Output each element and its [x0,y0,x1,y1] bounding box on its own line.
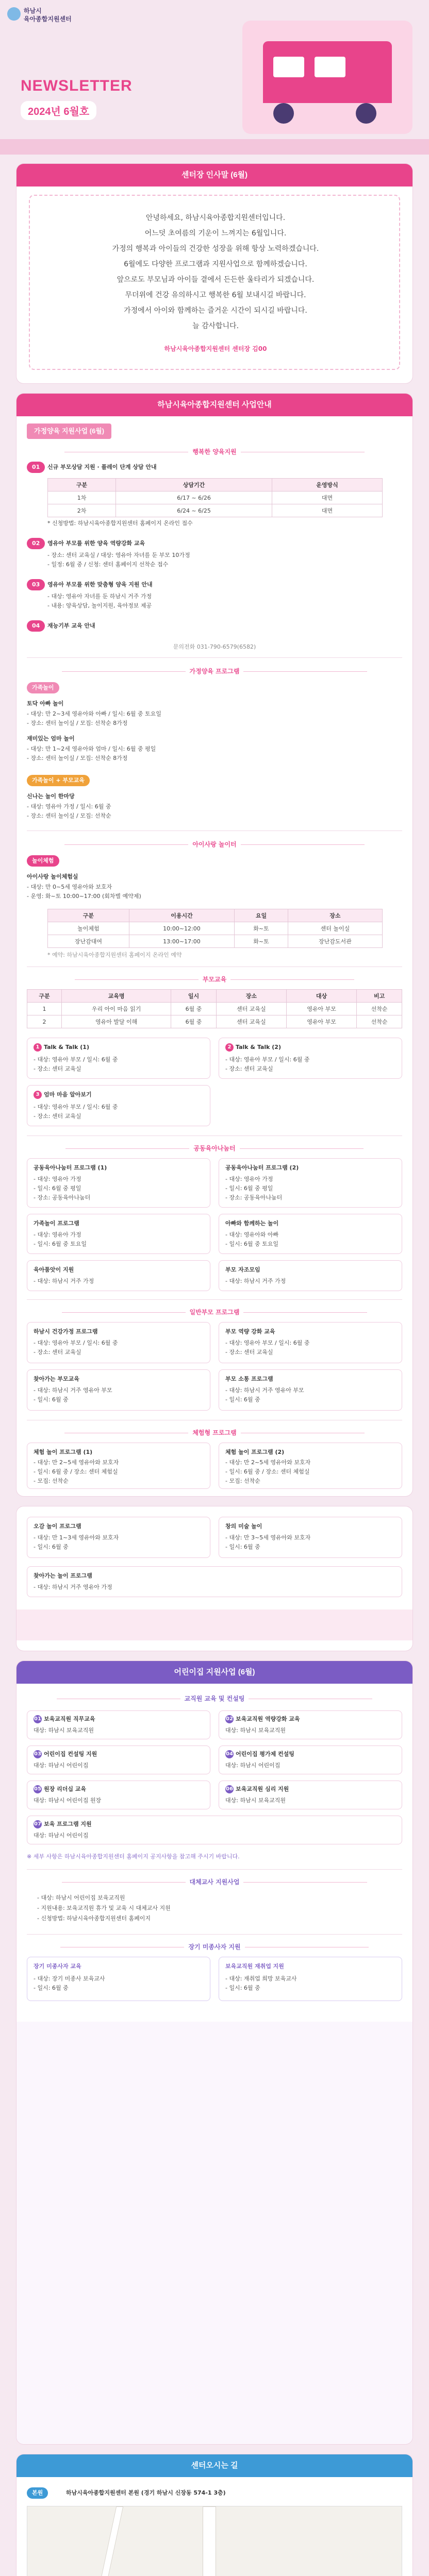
parent-left-box-2 [27,1085,210,1126]
class2-subhead: 체험형 프로그램 [16,1428,412,1437]
map-1[interactable] [27,2506,402,2576]
location-card [16,2454,412,2576]
parent-right-line-1b: - 장소: 센터 교육실 [225,1065,273,1072]
family-box-d: 부모 소통 프로그램 - 대상: 하남시 거주 영유아 부모 - 일시: 6월 중 [219,1369,402,1411]
progA-title: 토닥 아빠 놀이 [27,700,64,707]
daycare-item-1: 01 보육교직원 직무교육 대상: 하남시 보육교직원 [27,1710,210,1739]
progA-line-2: - 장소: 센터 놀이실 / 모집: 선착순 8가정 [27,720,128,726]
progB-line-1: - 대상: 만 1~2세 영유아와 엄마 / 일시: 6월 중 평일 [27,745,156,752]
parent-left-title-1: Talk & Talk (1) [44,1044,89,1050]
daycare-item-3: 03 어린이집 컨설팅 지원 대상: 하남시 어린이집 [27,1745,210,1774]
daycare-subhead: 교직원 교육 및 컨설팅 [16,1694,412,1703]
home-tab: 가정양육 지원사업 (6월) [27,423,111,439]
playroom-table: 구분 이용시간 요일 장소 놀이체험 10:00~12:00 화~토 센터 놀이실 장난감대여 13:00~17:00 화~토 장난감도서관 [47,909,383,948]
class2-box-c: 오감 놀이 프로그램 - 대상: 만 1~3세 영유아와 보호자 - 일시: 6월 중 [27,1517,210,1558]
location-band: 센터오시는 길 [16,2454,412,2477]
care-box-f: 부모 자조모임 - 대상: 하남시 거주 가정 [219,1260,402,1291]
care-d-title: 아빠와 함께하는 놀이 [225,1220,279,1227]
home-subhead-3: 아이사랑 놀이터 [16,840,412,849]
number-icon: 1 [34,1043,42,1052]
substitute-line-2: - 지원내용: 보육교직원 휴가 및 교육 시 대체교사 지원 [37,1905,171,1911]
intro-signature: 하남시육아종합지원센터 센터장 김00 [164,345,267,352]
daycare-item-4: 04 어린이집 평가제 컨설팅 대상: 하남시 어린이집 [219,1745,402,1774]
class2-box-b: 체험 놀이 프로그램 (2) - 대상: 만 2~5세 영유아와 보호자 - 일시: 6월 중 / 장소: 센터 체험실 - 모집: 선착순 [219,1443,402,1489]
progD-line-1: - 대상: 만 0~5세 영유아와 보호자 [27,884,112,890]
care-b-title: 공동육아나눔터 프로그램 (2) [225,1164,299,1171]
daycare-item-2: 02 보육교직원 역량강화 교육 대상: 하남시 보육교직원 [219,1710,402,1739]
progC-line-1: - 대상: 영유아 가정 / 일시: 6월 중 [27,803,111,810]
intro-box [29,195,400,370]
progC-line-2: - 장소: 센터 놀이실 / 모집: 선착순 [27,812,111,819]
parent-left-line-1b: - 장소: 센터 교육실 [34,1065,81,1072]
prog-label-2: 가족놀이 + 부모교육 [27,775,90,786]
newsletter-header [0,0,429,155]
parent-left-title-2: 엄마 마음 알아보기 [44,1091,92,1098]
progA-line-1: - 대상: 만 2~3세 영유아와 아빠 / 일시: 6월 중 토요일 [27,710,161,717]
longterm-subhead: 장기 미종사자 지원 [16,1942,412,1951]
class2-continued-card [16,1506,412,1651]
intro-message: 안녕하세요, 하남시육아종합지원센터입니다. 어느덧 초여름의 기운이 느껴지는 6월입니다. 가정의 행복과 아이들의 건강한 성장을 위해 항상 노력하겠습니다. 6월에도 다양한 프로그램과 지원사업으로 함께하겠습니다. 앞으로도 부모님과 아이들 곁에서 든든한 울타리가 되겠습니다. 무더위에 건강 유의하시고 행복한 6월 보내시길 바랍니다. 가정에서 아이와 함께하는 즐거운 시간이 되시길 바랍니다. 늘 감사합니다. [112,214,319,330]
logo-mark [7,7,21,21]
parent-right-title-1: Talk & Talk (2) [236,1044,281,1050]
family-box-a: 하남시 건강가정 프로그램 - 대상: 영유아 부모 / 일시: 6월 중 - 장소: 센터 교육실 [27,1322,210,1363]
parent-left-line-2b: - 장소: 센터 교육실 [34,1113,81,1120]
item2-title: 영유아 부모를 위한 양육 역량강화 교육 [47,540,145,547]
item4-label: 04 [27,620,45,632]
parent-left-line-1a: - 대상: 영유아 부모 / 일시: 6월 중 [34,1056,118,1063]
number-icon: 3 [34,1091,42,1099]
parent-left-box-1 [27,1038,210,1079]
care-box-b: 공동육아나눔터 프로그램 (2) - 대상: 영유아 가정 - 일시: 6월 중 평일 - 장소: 공동육아나눔터 [219,1158,402,1208]
class2-decor [16,1609,412,1640]
prog-label-1: 가족놀이 [27,682,59,693]
care-box-c: 가족놀이 프로그램 - 대상: 영유아 가정 - 일시: 6월 중 토요일 [27,1214,210,1254]
parent-right-line-1a: - 대상: 영유아 부모 / 일시: 6월 중 [225,1056,310,1063]
intro-card [16,164,412,383]
item3-label: 03 [27,579,45,590]
prog-label-3: 놀이체험 [27,855,59,867]
newsletter-title: NEWSLETTER [21,77,133,94]
parent-table: 구분 교육명 일시 장소 대상 비고 1 우리 아이 마음 읽기 6월 중 센터 교육실 영유아 부모 선착순 2 영유아 발달 이해 6월 중 센터 교육실 영유아 부모 선착순 [27,989,402,1028]
parent-right-box-1 [219,1038,402,1079]
parent-left-line-2a: - 대상: 영유아 부모 / 일시: 6월 중 [34,1104,118,1110]
care-subhead: 공동육아나눔터 [16,1144,412,1153]
substitute-line-1: - 대상: 하남시 어린이집 보육교직원 [37,1894,125,1901]
progB-title: 재미있는 엄마 놀이 [27,735,75,742]
care-f-title: 부모 자조모임 [225,1266,260,1273]
logo-org-line2: 육아종합지원센터 [24,15,72,23]
progD-title: 아이사랑 놀이체험실 [27,873,78,880]
header-ground [0,139,429,155]
home-subhead-1: 행복한 양육지원 [16,447,412,456]
care-c-title: 가족놀이 프로그램 [34,1220,79,1227]
care-box-d: 아빠와 함께하는 놀이 - 대상: 영유아와 아빠 - 일시: 6월 중 토요일 [219,1214,402,1254]
class2-box-e: 찾아가는 놀이 프로그램 - 대상: 하남시 거주 영유아 가정 [27,1566,402,1597]
care-box-e: 육아품앗이 지원 - 대상: 하남시 거주 가정 [27,1260,210,1291]
issue-badge: 2024년 6월호 [21,101,96,120]
item3-line-1: - 대상: 영유아 자녀를 둔 하남시 거주 가정 [47,593,152,600]
longterm-right-box: 보육교직원 재취업 지원 - 대상: 재취업 희망 보육교사 - 일시: 6월 중 [219,1957,402,2001]
class2-box-a: 체험 놀이 프로그램 (1) - 대상: 만 2~5세 영유아와 보호자 - 일시: 6월 중 / 장소: 센터 체험실 - 모집: 선착순 [27,1443,210,1489]
daycare-note: ※ 세부 사항은 하남시육아종합지원센터 홈페이지 공지사항을 참고해 주시기 바랍니다. [27,1853,240,1860]
substitute-subhead: 대체교사 지원사업 [16,1877,412,1886]
item3-title: 영유아 부모를 위한 맞춤형 양육 지원 안내 [47,581,153,588]
place-1-address: 하남시육아종합지원센터 본원 (경기 하남시 신장동 574-1 3층) [66,2489,226,2496]
item2-line-2: - 일정: 6월 중 / 신청: 센터 홈페이지 선착순 접수 [47,561,169,568]
item1-title: 신규 부모상담 지원 · 플레이 단계 상담 안내 [47,464,157,470]
progC-title: 신나는 놀이 한마당 [27,793,75,800]
care-e-title: 육아품앗이 지원 [34,1266,74,1273]
place-1-tag: 본원 [27,2487,48,2499]
home-support-card [16,394,412,1496]
daycare-item-5: 05 원장 리더십 교육 대상: 하남시 어린이집 원장 [27,1781,210,1809]
table2-note: * 예약: 하남시육아종합지원센터 홈페이지 온라인 예약 [47,952,182,958]
number-icon: 2 [225,1043,234,1052]
family-subhead: 일반부모 프로그램 [16,1308,412,1316]
item3-line-2: - 내용: 양육상담, 놀이지원, 육아정보 제공 [47,602,152,609]
home-band: 하남시육아종합지원센터 사업안내 [16,394,412,416]
home-contact: 문의전화 031-790-6579(6582) [173,643,256,650]
substitute-line-3: - 신청방법: 하남시육아종합지원센터 홈페이지 [37,1915,151,1922]
item2-line-1: - 장소: 센터 교육실 / 대상: 영유아 자녀를 둔 부모 10가정 [47,552,190,558]
consult-table: 구분 상담기간 운영방식 1차 6/17 ~ 6/26 대면 2차 6/24 ~ 6/25 대면 [47,478,383,517]
item4-title: 재능기부 교육 안내 [47,622,95,629]
home-subhead-2: 가정양육 프로그램 [16,667,412,675]
header-illustration [242,21,412,134]
daycare-band: 어린이집 지원사업 (6월) [16,1661,412,1684]
care-a-title: 공동육아나눔터 프로그램 (1) [34,1164,107,1171]
parent-subhead: 부모교육 [16,975,412,984]
class2-box-d: 창의 미술 놀이 - 대상: 만 3~5세 영유아와 보호자 - 일시: 6월 중 [219,1517,402,1558]
longterm-left-box: 장기 미종사자 교육 - 대상: 장기 미종사 보육교사 - 일시: 6월 중 [27,1957,210,2001]
daycare-item-6: 06 보육교직원 심리 지원 대상: 하남시 보육교직원 [219,1781,402,1809]
daycare-bottom-decor [16,2022,412,2444]
progB-line-2: - 장소: 센터 놀이실 / 모집: 선착순 8가정 [27,755,128,761]
intro-band: 센터장 인사말 (6월) [16,164,412,187]
family-box-b: 부모 역량 강화 교육 - 대상: 영유아 부모 / 일시: 6월 중 - 장소: 센터 교육실 [219,1322,402,1363]
table1-note: * 신청방법: 하남시육아종합지원센터 홈페이지 온라인 접수 [47,520,193,527]
family-box-c: 찾아가는 부모교육 - 대상: 하남시 거주 영유아 부모 - 일시: 6월 중 [27,1369,210,1411]
daycare-item-7: 07 보육 프로그램 지원 대상: 하남시 어린이집 [27,1816,402,1844]
item1-label: 01 [27,462,45,473]
daycare-card [16,1661,412,2444]
care-box-a: 공동육아나눔터 프로그램 (1) - 대상: 영유아 가정 - 일시: 6월 중 평일 - 장소: 공동육아나눔터 [27,1158,210,1208]
progD-line-2: - 운영: 화~토 10:00~17:00 (회차별 예약제) [27,893,141,900]
logo-org-line1: 하남시 [24,7,42,14]
item2-label: 02 [27,538,45,549]
